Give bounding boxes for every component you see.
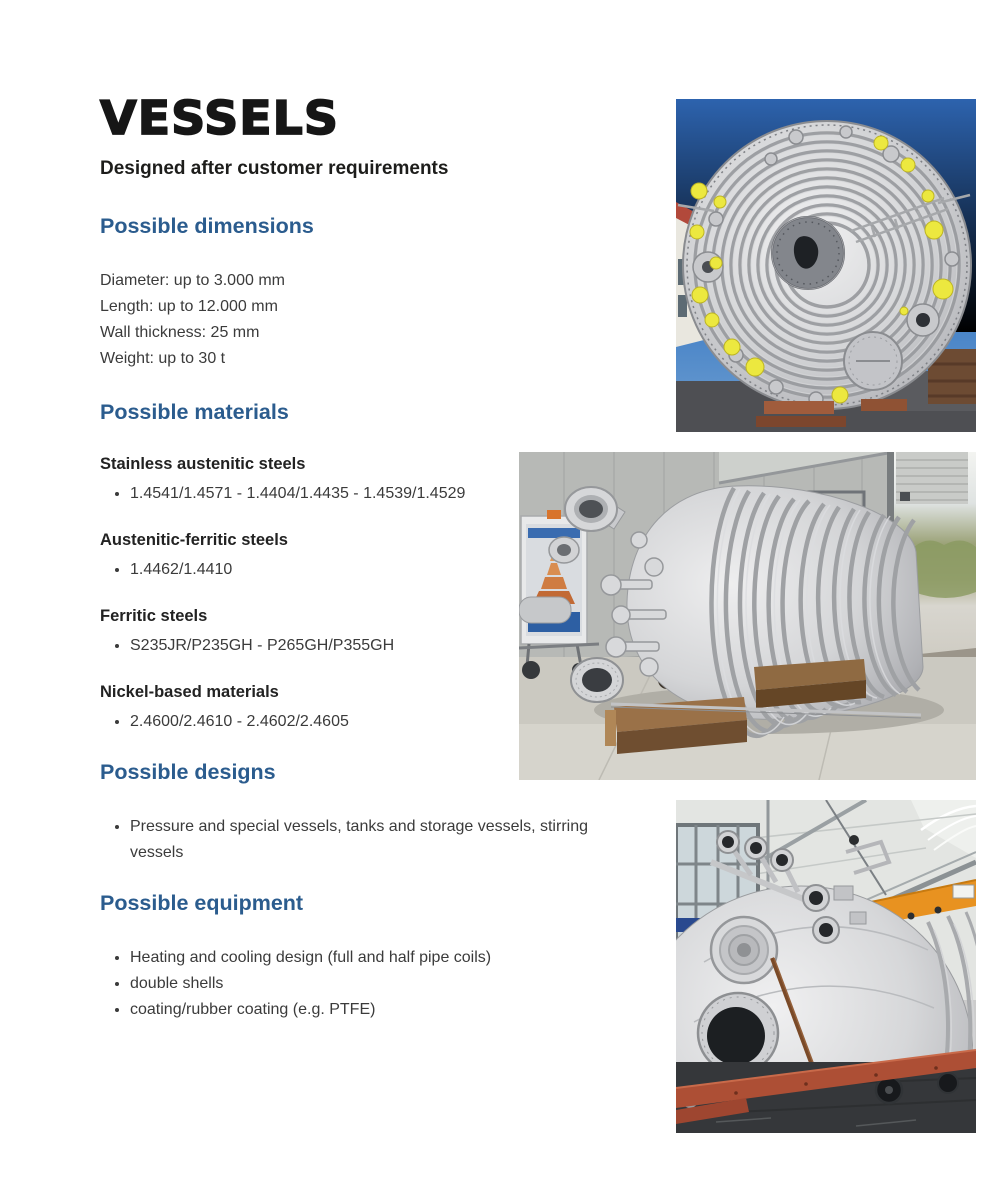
horizontal-vessel-photo-svg [519, 452, 976, 780]
ring-opening [711, 917, 777, 983]
heading-possible-designs: Possible designs [100, 760, 276, 784]
equipment-item: • Heating and cooling design (full and half pipe coils) [130, 945, 660, 971]
dimension-line-wall-thickness: Wall thickness: 25 mm [100, 324, 260, 341]
material-group-title: Austenitic-ferritic steels [100, 531, 288, 549]
trailer-and-floor [676, 1050, 976, 1133]
dimensions-list [100, 268, 660, 372]
equipment-item: • coating/rubber coating (e.g. PTFE) [130, 997, 660, 1023]
manway-center [772, 217, 844, 289]
designs-list [100, 814, 605, 866]
dimension-line-weight: Weight: up to 30 t [100, 350, 226, 367]
open-flange-bore [916, 313, 930, 327]
design-item: • Pressure and special vessels, tanks and storage vessels, stirring vessels [130, 814, 605, 866]
material-item: • 1.4462/1.4410 [130, 557, 660, 583]
vertical-vessel-photo-svg [676, 800, 976, 1133]
material-item: • 2.4600/2.4610 - 2.4602/2.4605 [130, 709, 660, 735]
dimension-line-diameter: Diameter: up to 3.000 mm [100, 272, 285, 289]
vertical-vessel-photo [676, 800, 976, 1133]
page-title: VESSELS [100, 91, 340, 145]
vessel-end-photo-svg [676, 99, 976, 432]
equipment-list [100, 945, 660, 1023]
manhole-cover [844, 332, 902, 390]
material-group-title: Stainless austenitic steels [100, 455, 306, 473]
material-group-title: Ferritic steels [100, 607, 208, 625]
manway-dark [698, 993, 778, 1073]
material-item: • 1.4541/1.4571 - 1.4404/1.4435 - 1.4539/1.4529 [130, 481, 660, 507]
heading-possible-materials: Possible materials [100, 400, 289, 424]
vessel-end-photo [676, 99, 976, 432]
equipment-item: • double shells [130, 971, 660, 997]
page-subtitle: Designed after customer requirements [100, 158, 449, 179]
horizontal-vessel-photo [519, 452, 976, 780]
heading-possible-dimensions: Possible dimensions [100, 214, 314, 238]
dimension-line-length: Length: up to 12.000 mm [100, 298, 278, 315]
heading-possible-equipment: Possible equipment [100, 891, 304, 915]
material-group-title: Nickel-based materials [100, 683, 279, 701]
material-item: • S235JR/P235GH - P265GH/P355GH [130, 633, 660, 659]
